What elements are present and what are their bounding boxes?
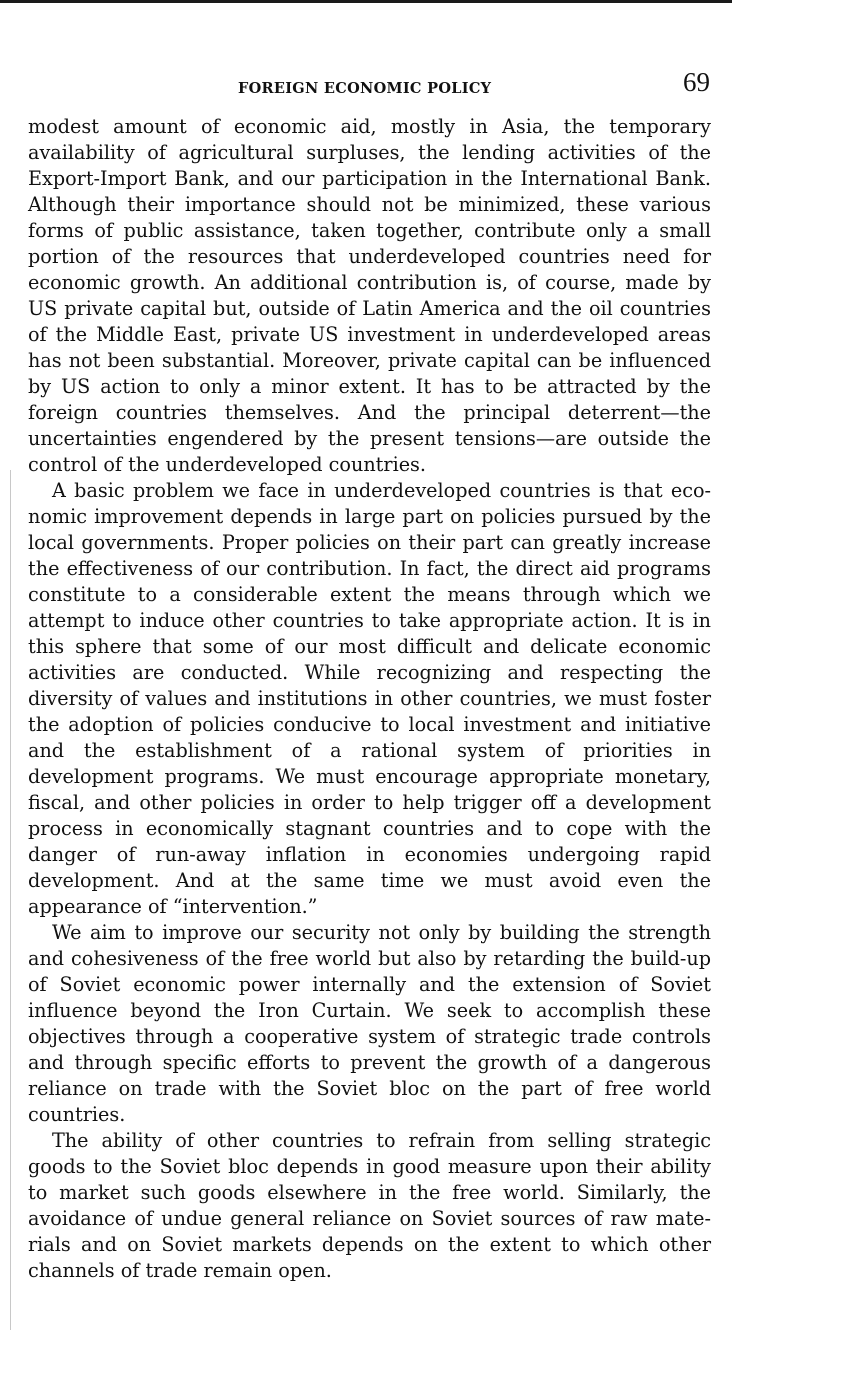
- running-head-title: FOREIGN ECONOMIC POLICY: [238, 80, 492, 97]
- top-border-rule: [0, 0, 732, 3]
- paragraph: A basic problem we face in underdeveloped countries is that economic improvement depends in large part on policies pursued by the local governments. Proper policies on their part can greatly increase the effectiveness of our contribution. In fact, the direct aid programs constitute to a considerable extent the means through which we attempt to induce other countries to take appropriate action. It is in this sphere that some of our most difficult and delicate economic activities are conducted. While recognizing and respecting the diversity of values and institutions in other countries, we must foster the adoption of policies conducive to local investment and initiative and the establishment of a rational system of priorities in development programs. We must encourage appropriate monetary, fiscal, and other policies in order to help trigger off a development process in economically stagnant countries and to cope with the danger of run-away inflation in economies undergoing rapid development. And at the same time we must avoid even the appearance of “intervention.”: [28, 479, 711, 918]
- page-edge-line: [10, 470, 11, 1330]
- body-text: [28, 114, 711, 1284]
- paragraph: We aim to improve our security not only by building the strength and cohesiveness of the free world but also by retarding the build-up of Soviet economic power internally and the extension of Soviet influence beyond the Iron Curtain. We seek to accomplish these objectives through a cooperative system of strategic trade controls and through specific efforts to prevent the growth of a dangerous reliance on trade with the Soviet bloc on the part of free world countries.: [28, 921, 711, 1126]
- page-number: 69: [683, 67, 710, 97]
- paragraph: The ability of other countries to refrain from selling strategic goods to the Soviet bloc depends in good measure upon their ability to market such goods elsewhere in the free world. Similarly, the avoidance of undue general reliance on Soviet sources of raw materials and on Soviet markets depends on the extent to which other channels of trade remain open.: [28, 1129, 711, 1282]
- paragraph-continued: modest amount of economic aid, mostly in Asia, the temporary availability of agricultural surpluses, the lending activities of the Export-Import Bank, and our participation in the International Bank. Although their importance should not be minimized, these various forms of public assistance, taken together, contribute only a small portion of the resources that underdeveloped countries need for economic growth. An additional contribution is, of course, made by US private capital but, outside of Latin America and the oil countries of the Middle East, private US investment in underdeveloped areas has not been substantial. Moreover, private capital can be influenced by US action to only a minor extent. It has to be attracted by the foreign countries themselves. And the principal deterrent—the uncertainties engendered by the present tensions—are outside the control of the underdeveloped countries.: [28, 115, 711, 476]
- running-head: [0, 67, 861, 110]
